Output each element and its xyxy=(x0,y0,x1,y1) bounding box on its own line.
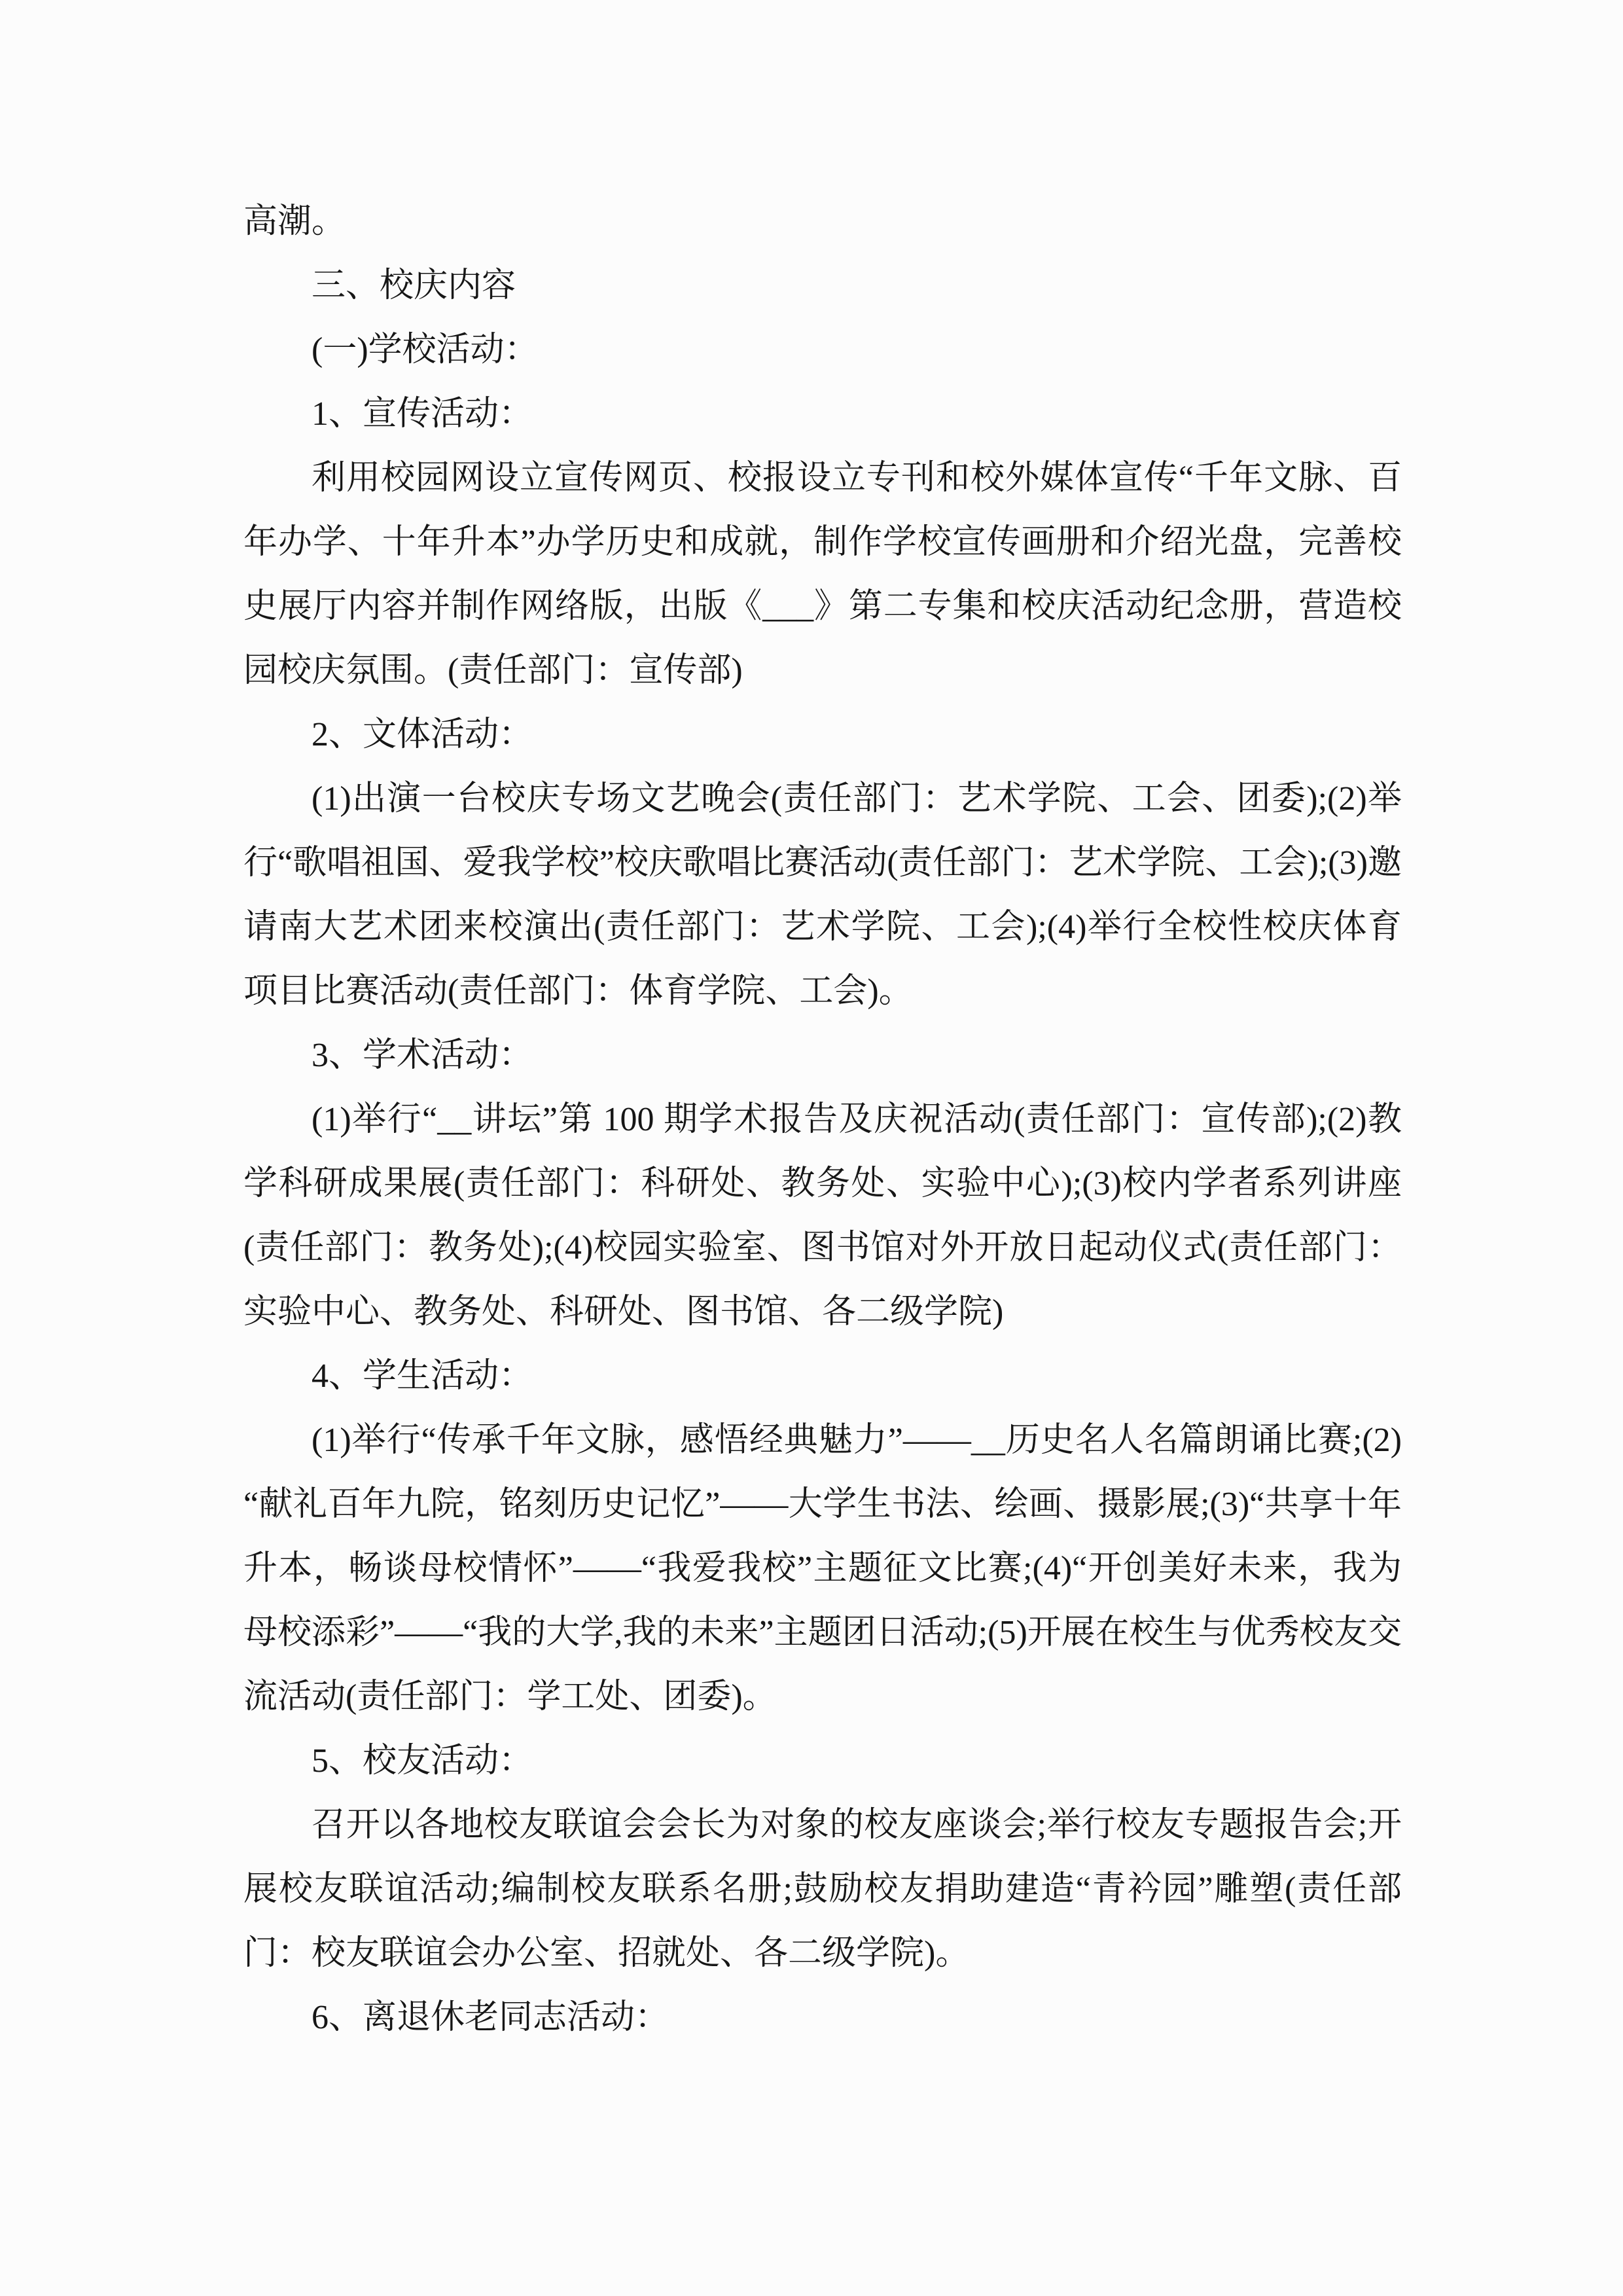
section-heading: 三、校庆内容 xyxy=(312,267,516,304)
paragraph: (1)举行“传承千年文脉，感悟经典魅力”——__历史名人名篇朗诵比赛;(2)“献礼百年九院，铭刻历史记忆”——大学生书法、绘画、摄影展;(3)“共享十年升本，畅谈母校情怀”——“我爱我校”主题征文比赛;(4)“开创美好未来，我为母校添彩”——“我的大学,我的未来”主题团日活动;(5)开展在校生与优秀校友交流活动(责任部门：学工处、团委)。 xyxy=(243,1422,1402,1715)
section-heading: (一)学校活动： xyxy=(312,331,539,368)
paragraph: 利用校园网设立宣传网页、校报设立专刊和校外媒体宣传“千年文脉、百年办学、十年升本”办学历史和成就，制作学校宣传画册和介绍光盘，完善校史展厅内容并制作网络版，出版《___》第二专集和校庆活动纪念册，营造校园校庆氛围。(责任部门：宣传部) xyxy=(243,459,1402,689)
section-heading: 3、学术活动： xyxy=(312,1037,533,1074)
section-heading: 2、文体活动： xyxy=(312,716,533,753)
paragraph: 召开以各地校友联谊会会长为对象的校友座谈会;举行校友专题报告会;开展校友联谊活动;编制校友联系名册;鼓励校友捐助建造“青衿园”雕塑(责任部门：校友联谊会办公室、招就处、各二级学院)。 xyxy=(243,1806,1402,1972)
section-heading: 1、宣传活动： xyxy=(312,395,533,433)
section-heading: 6、离退休老同志活动： xyxy=(312,1999,669,2036)
paragraph: 高潮。 xyxy=(243,203,346,240)
paragraph: (1)举行“__讲坛”第 100 期学术报告及庆祝活动(责任部门：宣传部);(2)教学科研成果展(责任部门：科研处、教务处、实验中心);(3)校内学者系列讲座(责任部门：教务处);(4)校园实验室、图书馆对外开放日起动仪式(责任部门：实验中心、教务处、科研处、图书馆、各二级学院) xyxy=(243,1101,1402,1331)
section-heading: 4、学生活动： xyxy=(312,1357,533,1395)
section-heading: 5、校友活动： xyxy=(312,1742,533,1780)
paragraph: (1)出演一台校庆专场文艺晚会(责任部门：艺术学院、工会、团委);(2)举行“歌唱祖国、爱我学校”校庆歌唱比赛活动(责任部门：艺术学院、工会);(3)邀请南大艺术团来校演出(责任部门：艺术学院、工会);(4)举行全校性校庆体育项目比赛活动(责任部门：体育学院、工会)。 xyxy=(243,780,1402,1010)
